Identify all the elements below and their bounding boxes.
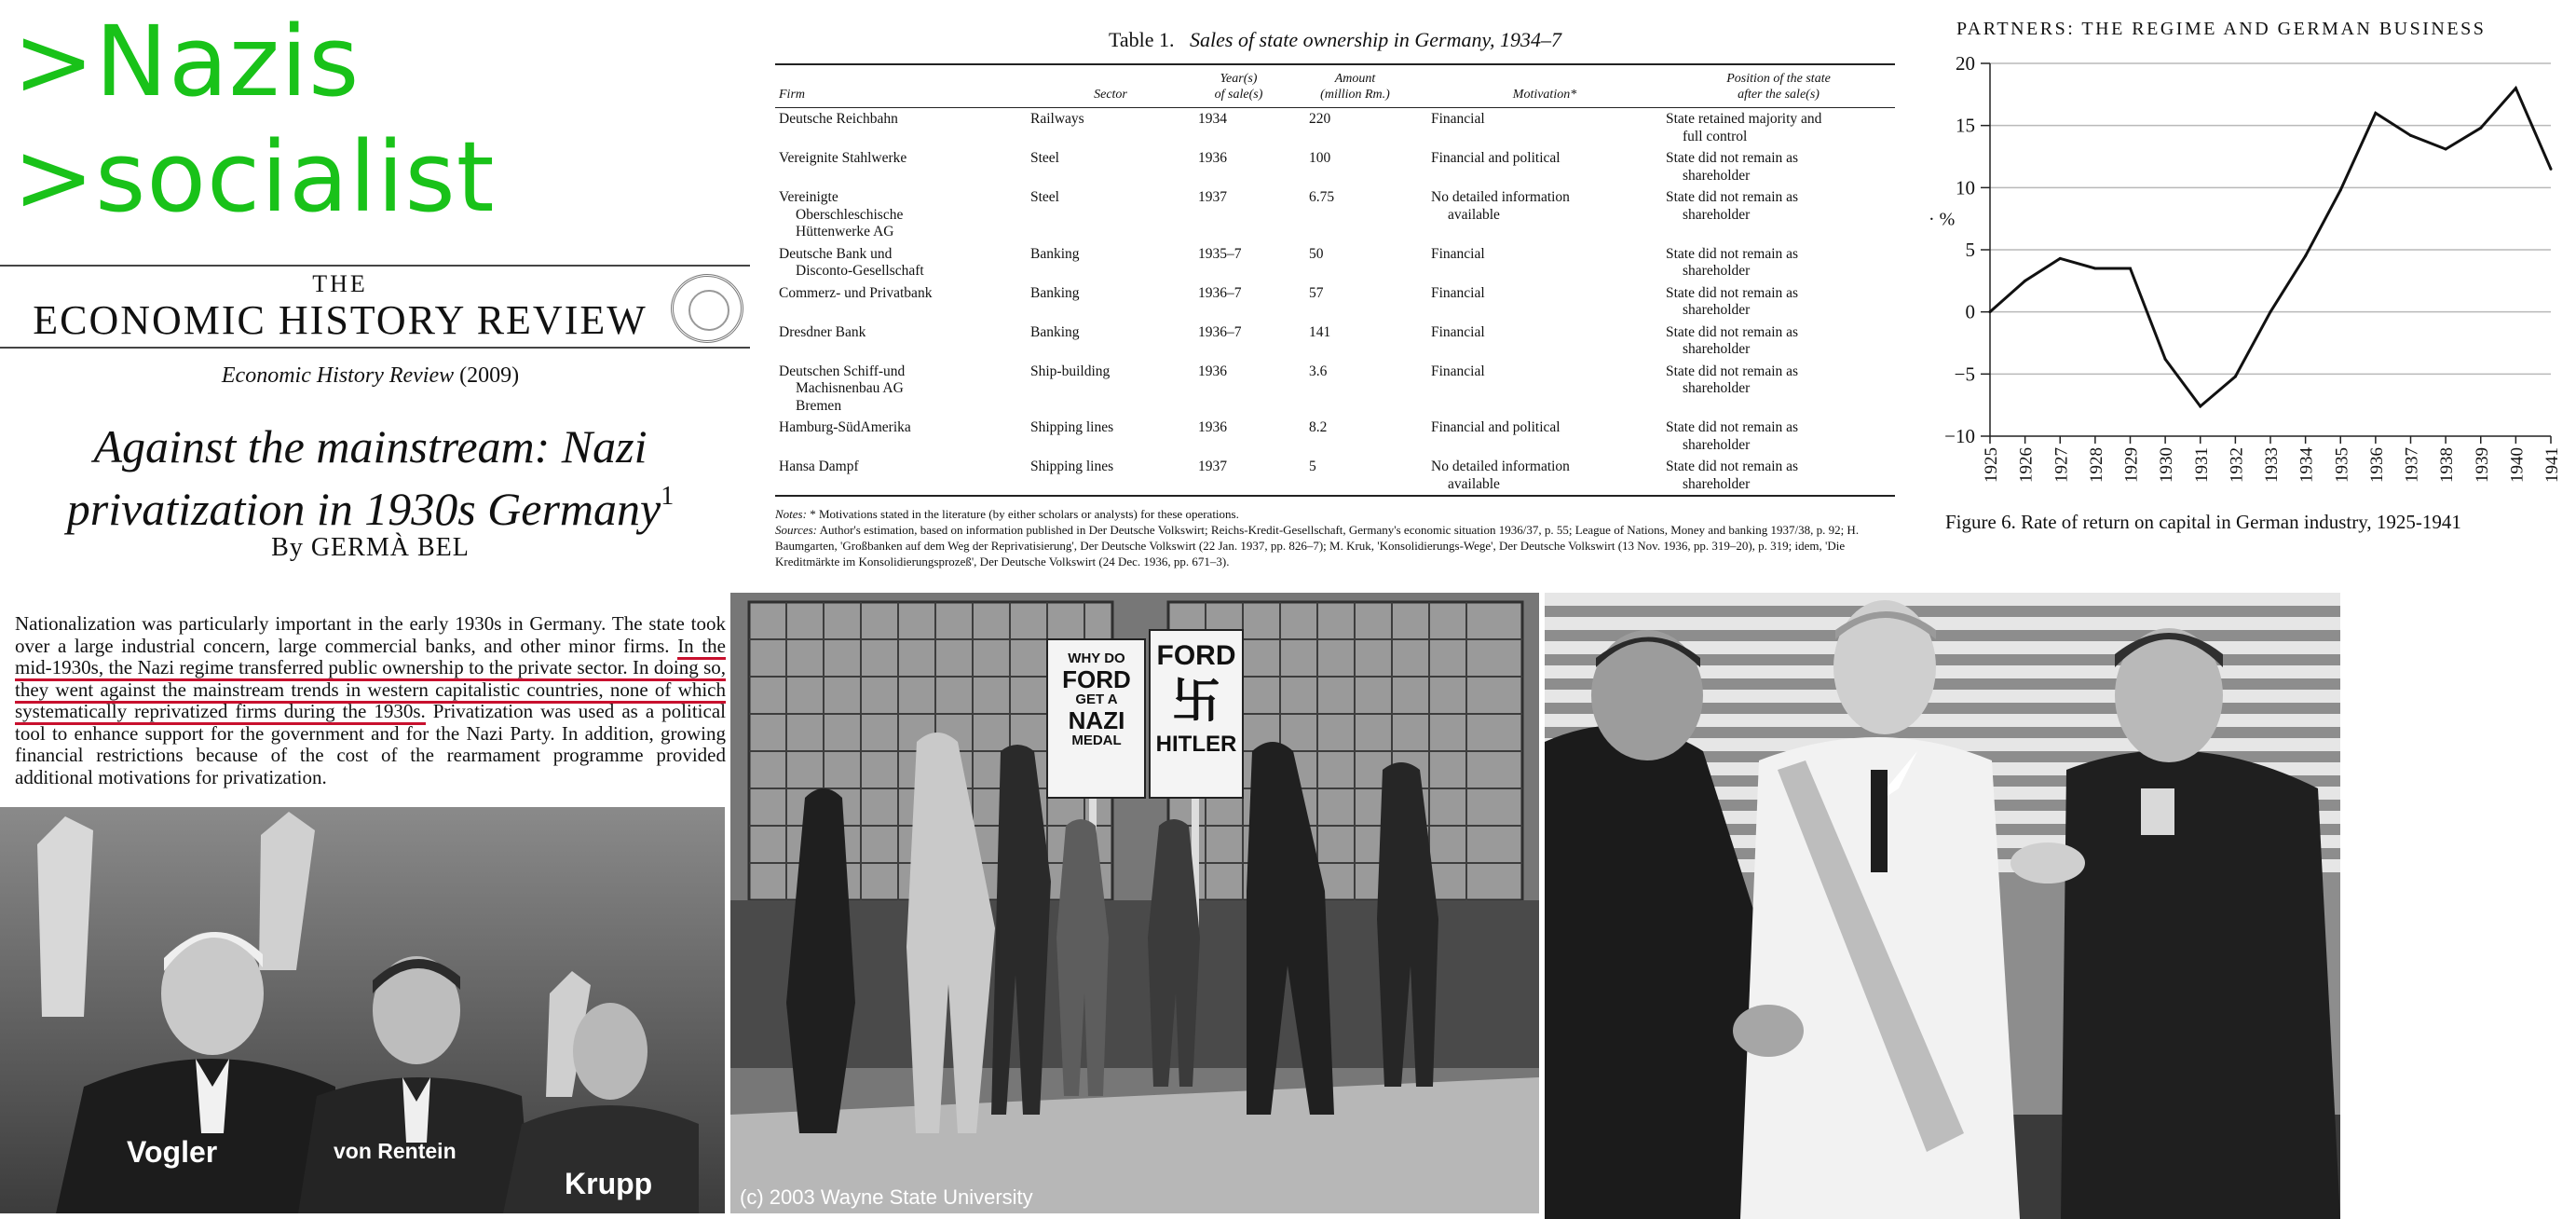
article-title-line-2-text: privatization in 1930s Germany	[66, 483, 661, 535]
table-header-row	[775, 64, 1895, 108]
data-point	[2024, 280, 2026, 282]
cell-year: 1936–7	[1198, 284, 1242, 301]
data-point	[2129, 267, 2132, 270]
cell-firm: Vereignite Stahlwerke	[779, 150, 907, 166]
x-tick-label: 1938	[2437, 447, 2458, 483]
label-von-rentein: von Rentein	[334, 1139, 457, 1163]
cell-sector: Steel	[1030, 189, 1059, 205]
rate-of-return-chart	[1910, 45, 2562, 501]
table-body	[775, 108, 1895, 497]
table-notes	[775, 506, 1895, 569]
cell-amount: 141	[1309, 323, 1331, 340]
abstract-highlight: In the mid-1930s, the Nazi regime transferred public ownership to the private sector. In doing so, they went against the mainstream trends in western capitalistic countries, none of which systematically reprivatized firms during the 1930s.	[15, 635, 726, 726]
data-point	[2269, 310, 2272, 313]
cell-year: 1935–7	[1198, 245, 1242, 262]
journal-citation	[0, 363, 741, 389]
table-row	[775, 322, 1895, 361]
header-amount	[1283, 64, 1427, 108]
photo-medal-ceremony-image	[1545, 593, 2340, 1219]
sign1-line-4: NAZI	[1068, 706, 1125, 734]
x-tick-label: 1927	[2051, 447, 2072, 483]
x-tick-label: 1934	[2297, 447, 2317, 483]
table-row	[775, 186, 1895, 243]
cell-amount: 8.2	[1309, 419, 1328, 435]
notes-line	[775, 506, 1895, 522]
table-label: Table 1.	[1108, 28, 1175, 51]
photo-copyright: (c) 2003 Wayne State University	[740, 1185, 1033, 1209]
cell-firm: Vereinigte Oberschleschische Hüttenwerke AG	[779, 189, 904, 240]
cell-firm: Hansa Dampf	[779, 459, 859, 474]
y-tick-label: 10	[1956, 176, 1975, 199]
header-amount-2: (million Rm.)	[1320, 88, 1390, 102]
cell-position: State did not remain as shareholder	[1666, 150, 1799, 184]
cell-motivation: Financial	[1431, 284, 1485, 301]
data-point	[2304, 254, 2307, 257]
journal-masthead	[0, 265, 750, 349]
table-caption: Sales of state ownership in Germany, 1934–7	[1190, 28, 1562, 51]
data-point	[2374, 112, 2377, 115]
table-row	[775, 417, 1895, 456]
abstract-before: Nationalization was particularly important in the early 1930s in Germany. The state took over a large industrial concern, large commercial banks, and other minor firms.	[15, 612, 726, 657]
x-tick-label: 1941	[2542, 447, 2562, 483]
article-title-line-2	[0, 472, 741, 534]
headline-line-1: >Nazis	[13, 5, 361, 118]
x-tick-label: 1932	[2227, 447, 2247, 483]
chart-caption: Figure 6. Rate of return on capital in German industry, 1925-1941	[1945, 511, 2461, 533]
journal-the: THE	[312, 270, 368, 297]
table-row	[775, 361, 1895, 418]
y-axis-label: · %	[1929, 209, 1956, 230]
table-title	[775, 28, 1895, 52]
cell-sector: Shipping lines	[1030, 419, 1114, 435]
cell-firm: Deutsche Reichbahn	[779, 111, 898, 127]
chart-title: PARTNERS: THE REGIME AND GERMAN BUSINESS	[1956, 19, 2487, 39]
journal-seal-icon	[671, 274, 743, 343]
x-tick-label: 1930	[2157, 447, 2177, 483]
x-tick-label: 1933	[2262, 447, 2282, 483]
cell-position: State did not remain as shareholder	[1666, 189, 1799, 223]
sign1-line-1: WHY DO	[1068, 651, 1125, 666]
data-point	[2550, 168, 2553, 171]
sign1-line-2: FORD	[1062, 665, 1131, 693]
data-point	[2199, 405, 2201, 408]
y-tick-label: −10	[1944, 425, 1975, 447]
cell-sector: Banking	[1030, 284, 1080, 301]
journal-name: ECONOMIC HISTORY REVIEW	[33, 297, 647, 343]
header-firm: Firm	[775, 64, 1027, 108]
sign2-top: FORD	[1156, 640, 1236, 671]
data-point	[2234, 376, 2237, 378]
cell-year: 1936	[1198, 363, 1227, 379]
cell-amount: 6.75	[1309, 189, 1335, 205]
cell-amount: 100	[1309, 150, 1331, 166]
cell-motivation: Financial	[1431, 323, 1485, 340]
y-tick-label: 20	[1956, 52, 1975, 75]
cell-amount: 5	[1309, 459, 1316, 474]
sources-label: Sources:	[775, 523, 818, 537]
cell-amount: 220	[1309, 111, 1331, 127]
data-point	[2339, 189, 2342, 192]
cell-motivation: No detailed information available	[1431, 459, 1570, 492]
y-tick-label: 5	[1965, 239, 1975, 261]
cell-motivation: Financial	[1431, 363, 1485, 379]
x-tick-label: 1931	[2191, 447, 2212, 483]
headline-line-2: >socialist	[13, 120, 496, 234]
cell-firm: Hamburg-SüdAmerika	[779, 419, 911, 435]
x-tick-label: 1936	[2366, 447, 2387, 483]
cell-motivation: No detailed information available	[1431, 189, 1570, 223]
cell-position: State did not remain as shareholder	[1666, 245, 1799, 279]
cell-year: 1937	[1198, 189, 1227, 205]
photo-salute	[0, 807, 725, 1213]
y-tick-label: 0	[1965, 300, 1975, 323]
cell-year: 1934	[1198, 111, 1227, 127]
photo-protest	[730, 593, 1539, 1213]
cell-year: 1936	[1198, 419, 1227, 435]
article-title-line-1: Against the mainstream: Nazi	[93, 420, 647, 473]
photo-medal-ceremony	[1545, 593, 2340, 1219]
label-vogler: Vogler	[127, 1135, 218, 1169]
data-point	[2515, 87, 2517, 89]
cell-position: State did not remain as shareholder	[1666, 363, 1799, 396]
cell-sector: Banking	[1030, 323, 1080, 340]
cell-position: State did not remain as shareholder	[1666, 284, 1799, 318]
notes-label: Notes:	[775, 507, 807, 521]
cell-sector: Banking	[1030, 245, 1080, 262]
article-abstract	[15, 613, 726, 788]
article-title	[0, 421, 741, 534]
cell-year: 1937	[1198, 459, 1227, 474]
data-point	[1989, 310, 1992, 313]
x-tick-label: 1937	[2402, 447, 2422, 483]
cell-year: 1936–7	[1198, 323, 1242, 340]
cell-firm: Dresdner Bank	[779, 323, 866, 340]
cell-position: State retained majority and full control	[1666, 111, 1822, 144]
article-title-note: 1	[661, 482, 675, 511]
table-row	[775, 108, 1895, 148]
header-year-2: of sale(s)	[1214, 88, 1263, 102]
data-point	[2409, 134, 2412, 137]
sources-line	[775, 522, 1895, 569]
cell-motivation: Financial	[1431, 111, 1485, 127]
cell-amount: 3.6	[1309, 363, 1328, 379]
data-point	[2164, 358, 2167, 361]
x-tick-label: 1929	[2121, 447, 2142, 483]
cell-sector: Ship-building	[1030, 363, 1111, 379]
table-row	[775, 243, 1895, 282]
cell-sector: Steel	[1030, 150, 1059, 166]
table-row	[775, 456, 1895, 496]
sign1-line-3: GET A	[1075, 692, 1118, 707]
cell-position: State did not remain as shareholder	[1666, 323, 1799, 357]
data-point	[2093, 267, 2096, 270]
y-tick-label: −5	[1954, 363, 1975, 386]
cell-motivation: Financial	[1431, 245, 1485, 262]
cell-motivation: Financial and political	[1431, 419, 1561, 435]
table-row	[775, 282, 1895, 322]
citation-journal: Economic History Review	[221, 363, 455, 388]
abstract-after: Privatization was used as a political tool to enhance support for the government and for the Nazi Party. In addition, growing financial restrictions because of the cost of the rearmament programme provided additional motivations for privatization.	[15, 700, 726, 788]
swastika-icon: 卐	[1171, 675, 1220, 729]
sales-table	[775, 63, 1895, 497]
cell-sector: Railways	[1030, 111, 1084, 127]
label-krupp: Krupp	[565, 1167, 653, 1200]
data-point	[2059, 257, 2062, 260]
header-position	[1662, 64, 1895, 108]
y-tick-label: 15	[1956, 114, 1975, 137]
sign-why-do-ford	[1051, 649, 1142, 751]
x-tick-label: 1940	[2507, 447, 2528, 483]
sign-ford-hitler	[1152, 639, 1241, 759]
citation-year: (2009)	[459, 363, 520, 388]
headline	[13, 4, 496, 235]
cell-firm: Deutsche Bank und Disconto-Gesellschaft	[779, 245, 924, 279]
data-point	[2479, 127, 2482, 130]
x-tick-label: 1925	[1982, 447, 2001, 483]
header-year-1: Year(s)	[1220, 72, 1258, 86]
cell-position: State did not remain as shareholder	[1666, 459, 1799, 492]
article-byline: By GERMÀ BEL	[271, 533, 470, 562]
cell-amount: 57	[1309, 284, 1324, 301]
header-motivation: Motivation*	[1427, 64, 1662, 108]
header-amount-1: Amount	[1334, 72, 1376, 86]
cell-position: State did not remain as shareholder	[1666, 419, 1799, 453]
header-position-2: after the sale(s)	[1738, 88, 1820, 102]
sales-table-block	[775, 28, 1895, 569]
notes-text: * Motivations stated in the literature (by either scholars or analysts) for these operations.	[810, 507, 1239, 521]
data-point	[2445, 148, 2447, 151]
sign1-line-5: MEDAL	[1071, 733, 1122, 748]
header-year	[1194, 64, 1283, 108]
sources-text: Author's estimation, based on information published in Der Deutsche Volkswirt; Reichs-Kredit-Gesellschaft, Germany's economic situation 1936/37, p. 55; League of Nations, Money and banking 1937/38, p. 92; H. Baumgarten, 'Großbanken auf dem Weg der Reprivatisierung', Der Deutsche Volkswirt (22 Jan. 1937, pp. 826–7); M. Kruk, 'Konsolidierungs-Wege', Der Deutsche Volkswirt (13 Nov. 1936, pp. 319–20), p. 319; idem, 'Die Kreditmärkte im Konsolidierungsprozeß', Der Deutsche Volkswirt (24 Dec. 1936, pp. 671–3).	[775, 523, 1860, 568]
header-sector: Sector	[1027, 64, 1194, 108]
cell-sector: Shipping lines	[1030, 459, 1114, 474]
x-tick-label: 1926	[2016, 447, 2037, 483]
x-tick-label: 1928	[2086, 447, 2106, 483]
sign2-bottom: HITLER	[1155, 732, 1237, 757]
x-tick-label: 1935	[2332, 447, 2352, 483]
cell-amount: 50	[1309, 245, 1324, 262]
series-line	[1990, 89, 2551, 406]
table-row	[775, 147, 1895, 186]
cell-firm: Deutschen Schiff-und Machisnenbau AG Bremen	[779, 363, 906, 414]
cell-motivation: Financial and political	[1431, 150, 1561, 166]
x-tick-label: 1939	[2472, 447, 2492, 483]
cell-year: 1936	[1198, 150, 1227, 166]
header-position-1: Position of the state	[1726, 72, 1831, 86]
cell-firm: Commerz- und Privatbank	[779, 284, 933, 301]
